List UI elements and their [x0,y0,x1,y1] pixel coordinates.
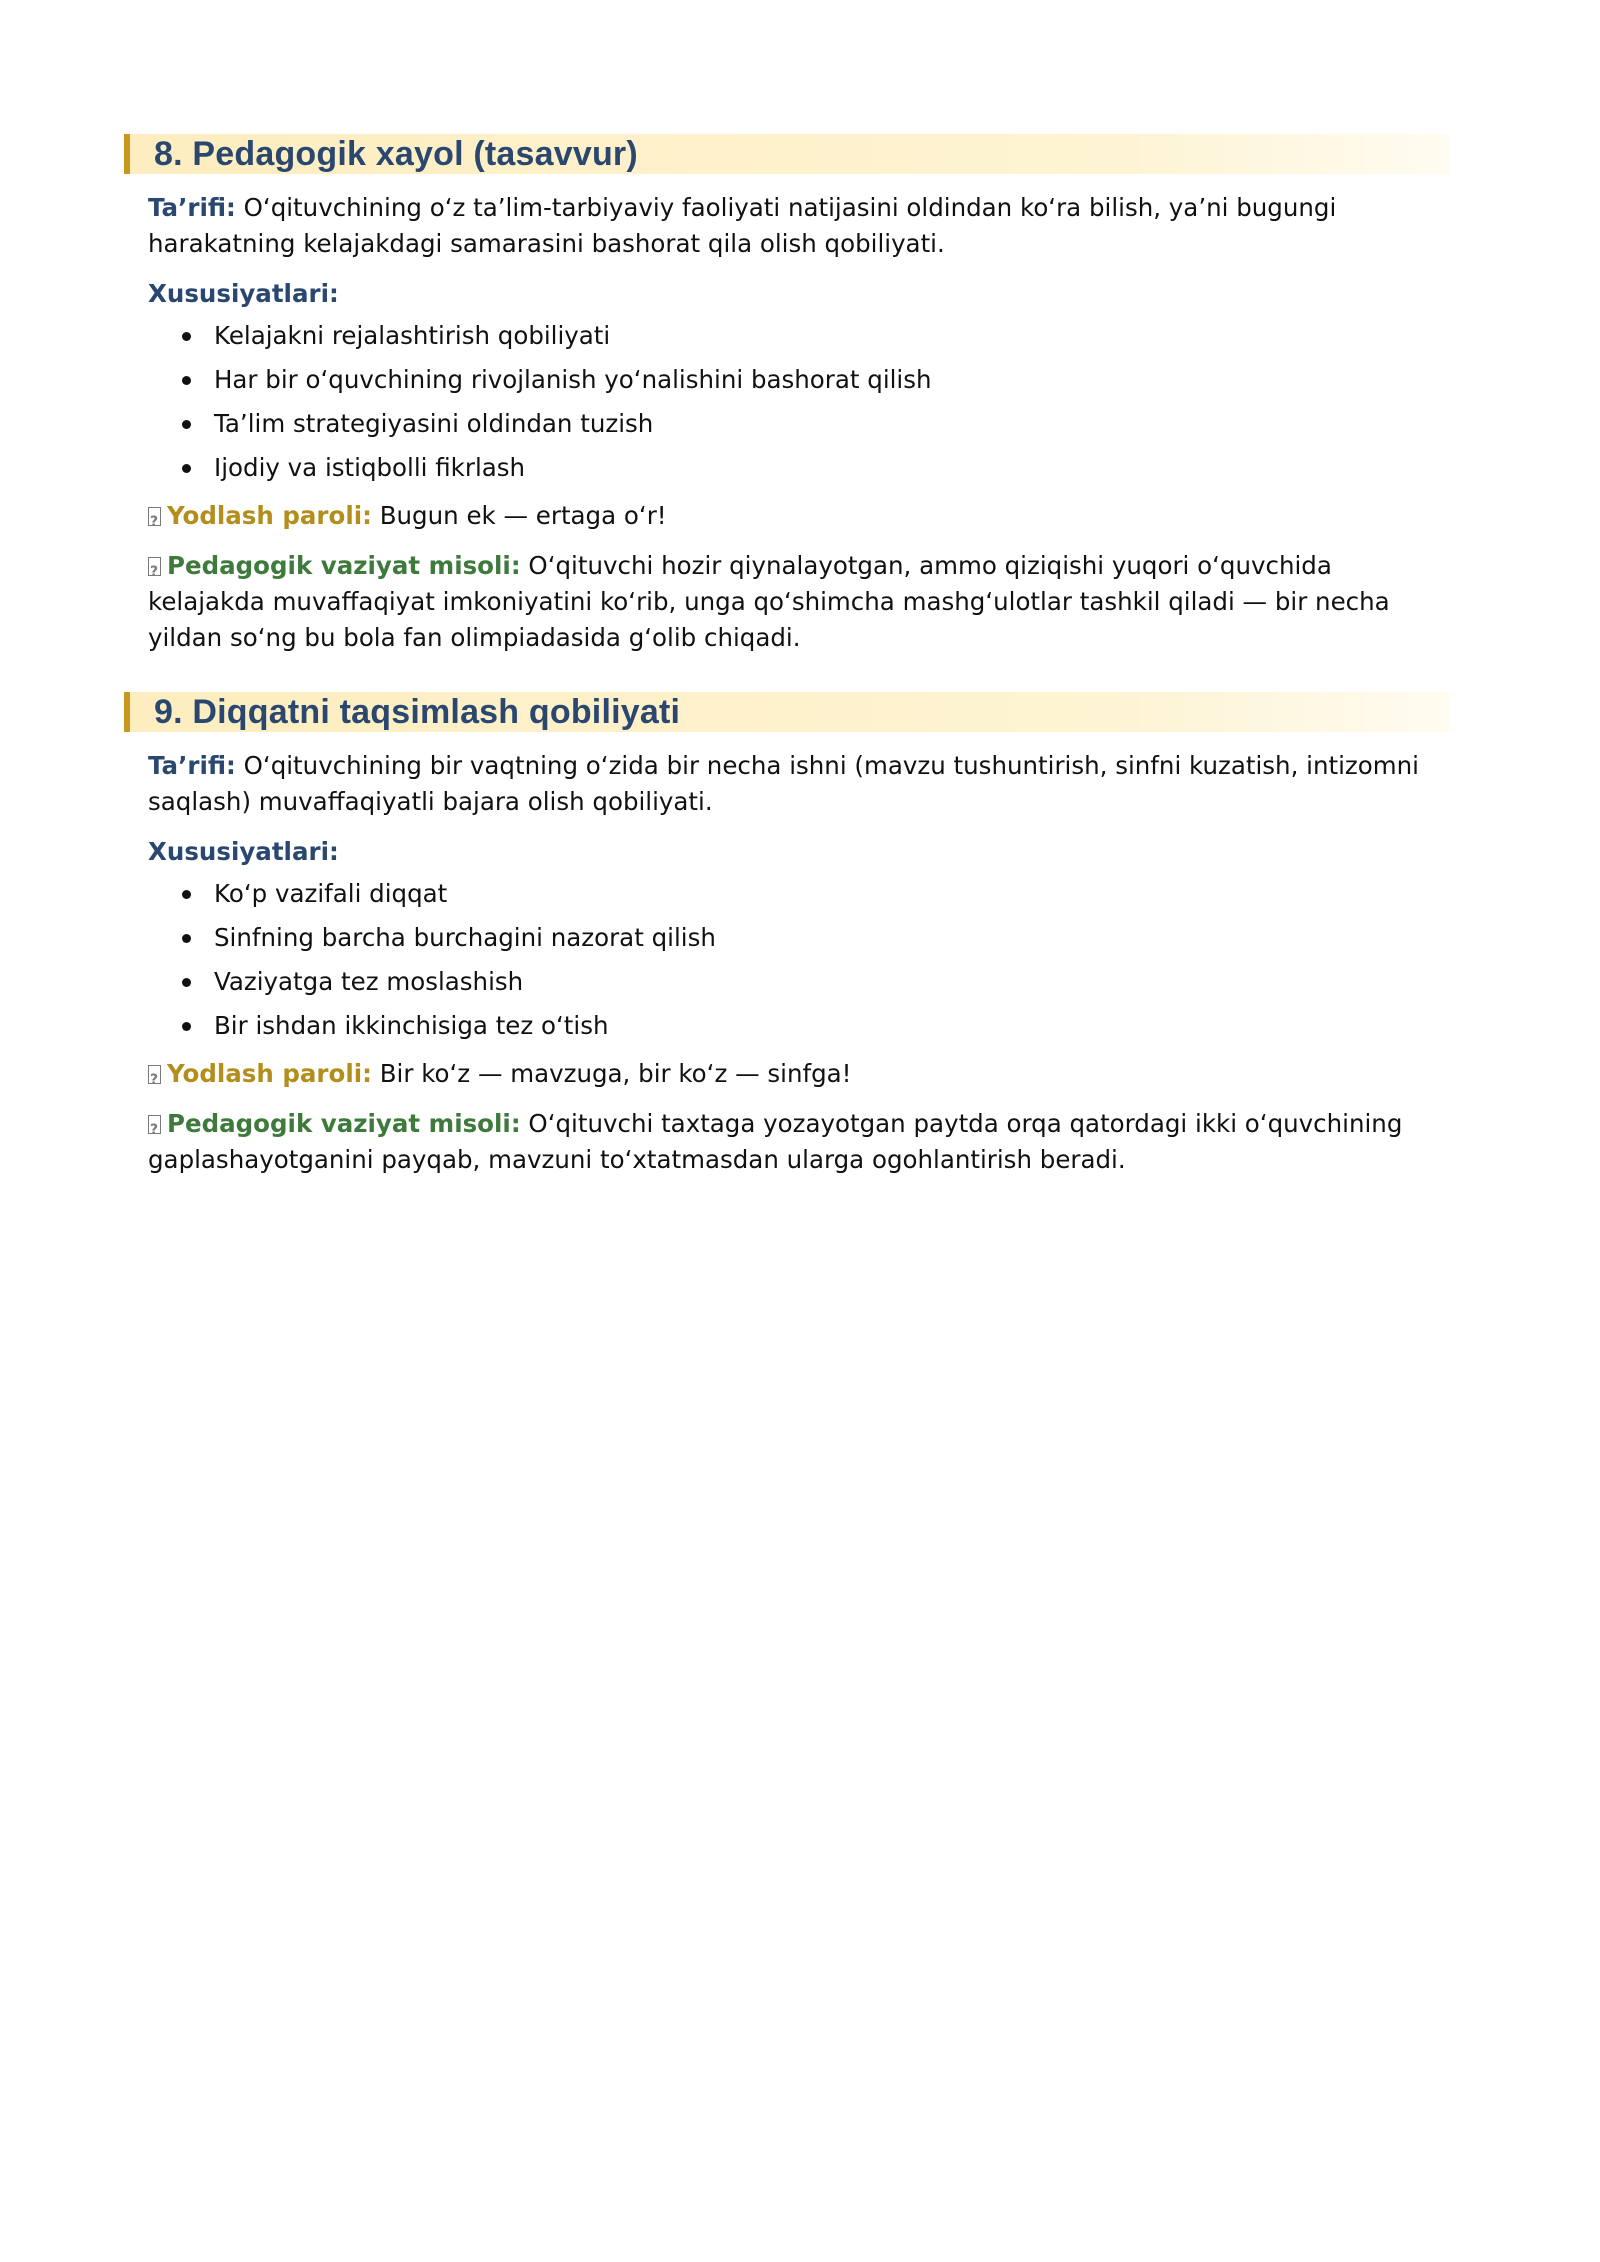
mnemonic-text: Bugun ek — ertaga oʻr! [371,501,667,530]
list-item [214,964,1450,1000]
unknown-glyph-icon [148,557,161,576]
mnemonic-label: Yodlash paroli: [167,501,372,530]
list-item [214,406,1450,442]
list-item-text: Ta’lim strategiyasini oldindan tuzish [214,409,654,438]
example-text: Oʻqituvchi hozir qiynalayotgan, ammo qiziqishi yuqori oʻquvchida kelajakda muvaffaqiyat imkoniyatini koʻrib, unga qoʻshimcha mashgʻulotlar tashkil qiladi — bir necha yildan soʻng bu bola fan olimpiadasida gʻolib chiqadi. [148,551,1390,652]
bullet-icon [182,332,191,341]
example-paragraph [148,548,1450,656]
list-item [214,876,1450,912]
bullet-icon [182,934,191,943]
definition-label: Ta’rifi: [148,751,236,780]
list-item-text: Koʻp vazifali diqqat [214,879,448,908]
list-item [214,362,1450,398]
list-item-text: Kelajakni rejalashtirish qobiliyati [214,321,611,350]
mnemonic-text: Bir koʻz — mavzuga, bir koʻz — sinfga! [371,1059,852,1088]
list-item [214,1008,1450,1044]
features-list [148,876,1450,1044]
definition-text: Oʻqituvchining oʻz ta’lim-tarbiyaviy faoliyati natijasini oldindan koʻra bilish, ya’ni bugungi harakatning kelajakdagi samarasini bashorat qila olish qobiliyati. [148,193,1337,258]
list-item-text: Sinfning barcha burchagini nazorat qilish [214,923,716,952]
bullet-icon [182,420,191,429]
example-paragraph [148,1106,1450,1178]
example-text: Oʻqituvchi taxtaga yozayotgan paytda orqa qatordagi ikki oʻquvchining gaplashayotganini payqab, mavzuni toʻxtatmasdan ularga ogohlantirish beradi. [148,1109,1403,1174]
unknown-glyph-icon [148,1115,161,1134]
definition-paragraph [148,190,1450,262]
bullet-icon [182,376,191,385]
list-item-text: Bir ishdan ikkinchisiga tez oʻtish [214,1011,609,1040]
list-item-text: Vaziyatga tez moslashish [214,967,524,996]
list-item [214,450,1450,486]
section-title: 8. Pedagogik xayol (tasavvur) [154,134,638,173]
list-item-text: Har bir oʻquvchining rivojlanish yoʻnalishini bashorat qilish [214,365,932,394]
bullet-icon [182,464,191,473]
unknown-glyph-icon [148,1065,161,1084]
mnemonic-paragraph [148,1056,1450,1092]
definition-text: Oʻqituvchining bir vaqtning oʻzida bir necha ishni (mavzu tushuntirish, sinfni kuzatish, intizomni saqlash) muvaffaqiyatli bajara olish qobiliyati. [148,751,1419,816]
bullet-icon [182,890,191,899]
list-item-text: Ijodiy va istiqbolli fikrlash [214,453,526,482]
mnemonic-paragraph [148,498,1450,534]
example-label: Pedagogik vaziyat misoli: [167,1109,521,1138]
mnemonic-label: Yodlash paroli: [167,1059,372,1088]
list-item [214,920,1450,956]
section-pedagogik-xayol [148,134,1450,656]
example-label: Pedagogik vaziyat misoli: [167,551,521,580]
bullet-icon [182,1022,191,1031]
section-diqqatni-taqsimlash [148,692,1450,1178]
definition-label: Ta’rifi: [148,193,236,222]
section-heading [124,692,1450,732]
section-heading [124,134,1450,174]
unknown-glyph-icon [148,507,161,526]
features-label: Xususiyatlari: [148,279,339,308]
definition-paragraph [148,748,1450,820]
section-title: 9. Diqqatni taqsimlash qobiliyati [154,692,681,731]
bullet-icon [182,978,191,987]
features-label: Xususiyatlari: [148,837,339,866]
features-list [148,318,1450,486]
list-item [214,318,1450,354]
